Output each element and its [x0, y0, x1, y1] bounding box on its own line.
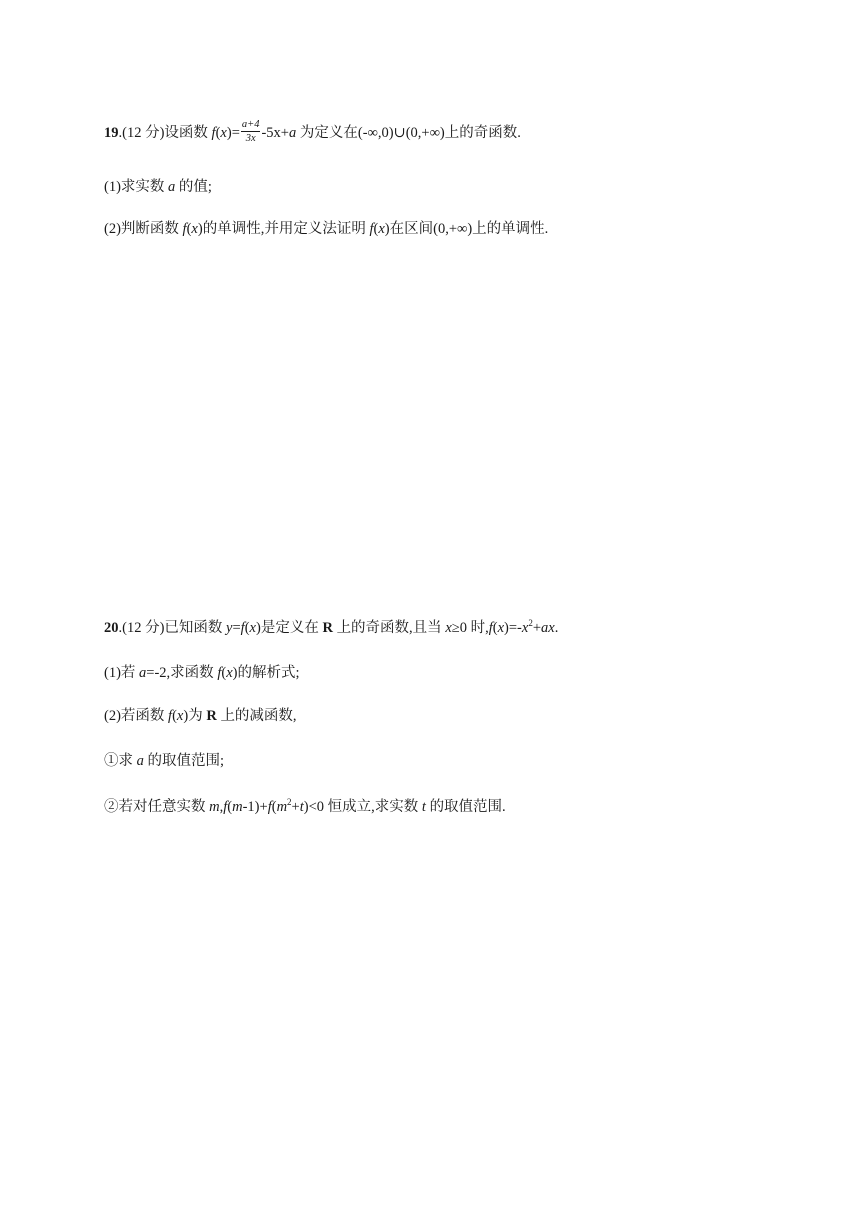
q20-part1: (1)若 a=-2,求函数 f(x)的解析式;	[104, 665, 300, 681]
q20-sub1: ①求 a 的取值范围;	[104, 753, 225, 769]
q19-part2: (2)判断函数 f(x)的单调性,并用定义法证明 f(x)在区间(0,+∞)上的单调性.	[104, 221, 549, 237]
q19-points: (12 分)	[122, 124, 165, 141]
q19-stem: 19.(12 分)设函数 f(x)= $\frac{a+4}{3x}$ -5x+a 为定义在(-∞,0)∪(0,+∞)上的奇函数.	[104, 119, 521, 144]
q20-number: 20	[104, 620, 119, 636]
q20-points: (12 分)	[122, 620, 165, 636]
q20-sub2: ②若对任意实数 $m,f(m-1)+f(m^2+t)<0$ 恒成立,求实数 t 的取值范围.	[104, 797, 506, 815]
q19-number: 19	[104, 124, 119, 141]
q19-fraction: $\frac{a+4}{3x}$	[241, 119, 260, 144]
q19-part1: (1)求实数 a 的值;	[104, 179, 212, 195]
q20-part2: (2)若函数 f(x)为 R 上的减函数,	[104, 708, 297, 724]
q20-stem: 20.(12 分)已知函数 y=f(x)是定义在 R 上的奇函数,且当 x≥0 时$,f(x)=-x^2+ax$.	[104, 618, 559, 636]
